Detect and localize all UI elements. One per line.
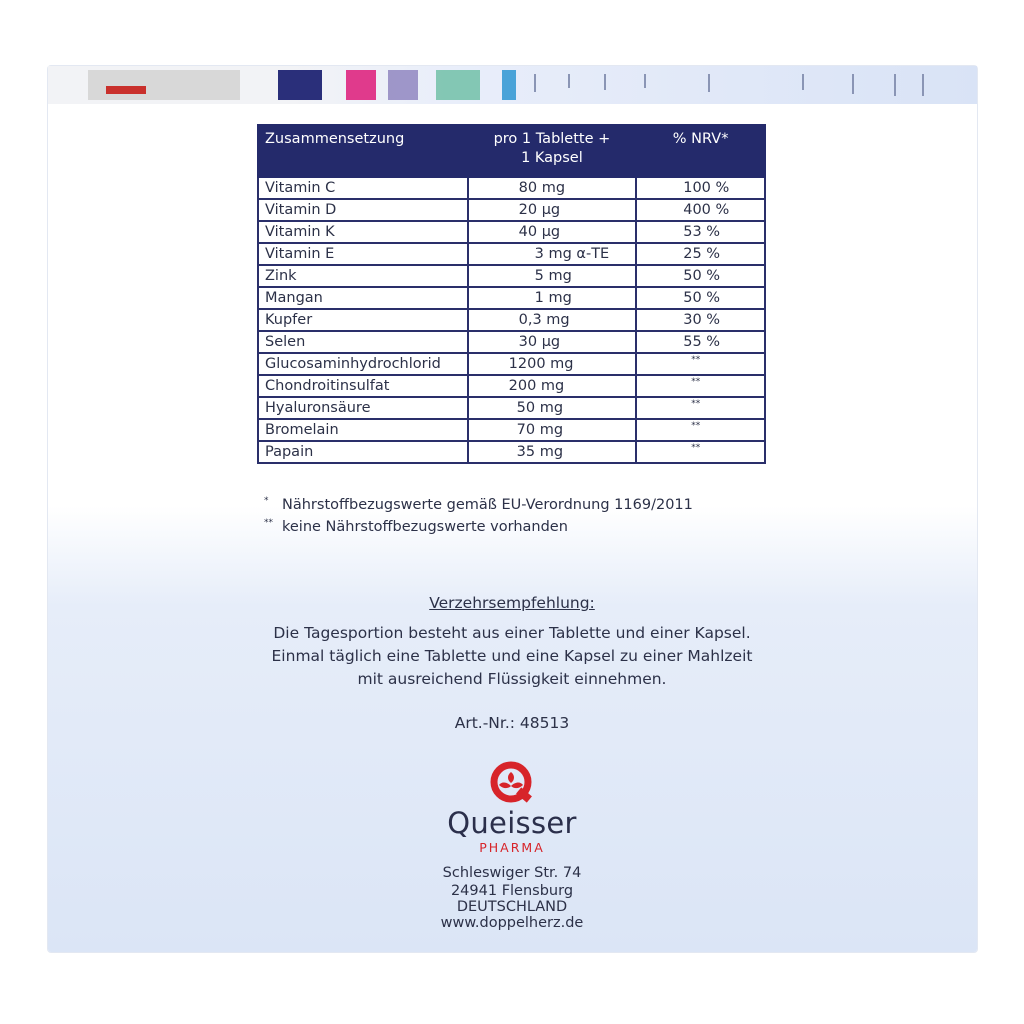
nutrient-amount: 20 µg bbox=[468, 199, 637, 221]
footnote-text: Nährstoffbezugswerte gemäß EU-Verordnung 1169/2011 bbox=[282, 497, 693, 513]
nutrient-amount: 50 mg bbox=[468, 397, 637, 419]
footnote bbox=[264, 518, 568, 535]
table-row bbox=[258, 375, 765, 397]
header-amount-line-2: 1 Kapsel bbox=[521, 150, 583, 166]
top-strip-violet-block bbox=[388, 70, 418, 100]
nutrient-amount: 30 µg bbox=[468, 331, 637, 353]
table-header-row bbox=[258, 125, 765, 177]
recommendation-line: Die Tagesportion besteht aus einer Tablette und einer Kapsel. bbox=[273, 624, 751, 642]
top-strip-text-mark bbox=[894, 74, 896, 96]
top-strip-pink-block bbox=[346, 70, 376, 100]
top-strip-cyan-block bbox=[502, 70, 516, 100]
top-strip-text-mark bbox=[922, 74, 924, 96]
package-top-strip bbox=[48, 66, 977, 104]
table-row bbox=[258, 353, 765, 375]
nutrient-amount: 1 mg bbox=[468, 287, 637, 309]
website-link[interactable]: www.doppelherz.de bbox=[440, 915, 584, 931]
nutrient-amount: 1200 mg bbox=[468, 353, 637, 375]
header-composition: Zusammensetzung bbox=[258, 125, 468, 177]
table-row bbox=[258, 309, 765, 331]
top-strip-text-mark bbox=[802, 74, 804, 90]
top-strip-text-mark bbox=[644, 74, 646, 88]
nutrient-name: Selen bbox=[258, 331, 468, 353]
top-strip-green-block bbox=[436, 70, 480, 100]
table-row bbox=[258, 265, 765, 287]
nutrient-amount: 0,3 mg bbox=[468, 309, 637, 331]
nutrient-name: Chondroitinsulfat bbox=[258, 375, 468, 397]
top-strip-blue-block bbox=[278, 70, 322, 100]
table-row bbox=[258, 331, 765, 353]
nutrient-amount: 70 mg bbox=[468, 419, 637, 441]
address-line: Schleswiger Str. 74 bbox=[442, 865, 582, 881]
nutrient-nrv: 50 % bbox=[636, 265, 765, 287]
table-row bbox=[258, 221, 765, 243]
footnote-marker: * bbox=[264, 496, 269, 506]
header-nrv: % NRV* bbox=[636, 125, 765, 177]
nutrient-nrv: ** bbox=[636, 353, 765, 375]
nutrient-nrv: ** bbox=[636, 375, 765, 397]
nutrient-name: Papain bbox=[258, 441, 468, 463]
article-number: Art.-Nr.: 48513 bbox=[454, 714, 570, 732]
table-row bbox=[258, 397, 765, 419]
nutrient-amount: 3 mg α-TE bbox=[468, 243, 637, 265]
nutrient-name: Zink bbox=[258, 265, 468, 287]
top-strip-text-mark bbox=[534, 74, 536, 92]
footnote bbox=[264, 496, 693, 513]
nutrient-nrv: 25 % bbox=[636, 243, 765, 265]
queisser-logo-icon bbox=[486, 758, 540, 808]
nutrient-nrv: 53 % bbox=[636, 221, 765, 243]
nutrient-name: Kupfer bbox=[258, 309, 468, 331]
table-row bbox=[258, 243, 765, 265]
top-strip-text-mark bbox=[708, 74, 710, 92]
top-strip-text-mark bbox=[604, 74, 606, 90]
brand-name: Queisser bbox=[447, 806, 577, 840]
nutrient-nrv: 400 % bbox=[636, 199, 765, 221]
nutrient-name: Vitamin K bbox=[258, 221, 468, 243]
table-row bbox=[258, 199, 765, 221]
nutrient-amount: 35 mg bbox=[468, 441, 637, 463]
nutrient-name: Mangan bbox=[258, 287, 468, 309]
nutrient-nrv: ** bbox=[636, 419, 765, 441]
nutrient-name: Vitamin E bbox=[258, 243, 468, 265]
nutrient-name: Vitamin D bbox=[258, 199, 468, 221]
header-amount-line-1: pro 1 Tablette + bbox=[493, 131, 611, 147]
nutrient-name: Hyaluronsäure bbox=[258, 397, 468, 419]
nutrient-amount: 200 mg bbox=[468, 375, 637, 397]
table-row bbox=[258, 177, 765, 199]
header-amount bbox=[468, 125, 637, 177]
table-row bbox=[258, 419, 765, 441]
address-line: 24941 Flensburg bbox=[450, 883, 574, 899]
address-line: DEUTSCHLAND bbox=[456, 899, 568, 915]
nutrient-nrv: 100 % bbox=[636, 177, 765, 199]
nutrient-name: Vitamin C bbox=[258, 177, 468, 199]
nutrition-table bbox=[257, 124, 766, 464]
footnote-text: keine Nährstoffbezugswerte vorhanden bbox=[282, 519, 568, 535]
top-strip-red-mark bbox=[106, 86, 146, 94]
nutrient-name: Bromelain bbox=[258, 419, 468, 441]
recommendation-line: mit ausreichend Flüssigkeit einnehmen. bbox=[357, 670, 667, 688]
nutrient-amount: 5 mg bbox=[468, 265, 637, 287]
table-row bbox=[258, 287, 765, 309]
recommendation-line: Einmal täglich eine Tablette und eine Kapsel zu einer Mahlzeit bbox=[271, 647, 753, 665]
footnote-marker: ** bbox=[264, 518, 273, 528]
nutrient-nrv: 50 % bbox=[636, 287, 765, 309]
top-strip-image bbox=[88, 70, 240, 100]
recommendation-title: Verzehrsempfehlung: bbox=[429, 594, 595, 612]
nutrient-nrv: ** bbox=[636, 397, 765, 419]
nutrient-nrv: 30 % bbox=[636, 309, 765, 331]
nutrient-name: Glucosaminhydrochlorid bbox=[258, 353, 468, 375]
top-strip-text-mark bbox=[852, 74, 854, 94]
table-row bbox=[258, 441, 765, 463]
nutrient-amount: 40 µg bbox=[468, 221, 637, 243]
brand-sub: PHARMA bbox=[479, 840, 545, 855]
nutrient-nrv: ** bbox=[636, 441, 765, 463]
top-strip-text-mark bbox=[568, 74, 570, 88]
nutrient-nrv: 55 % bbox=[636, 331, 765, 353]
nutrient-amount: 80 mg bbox=[468, 177, 637, 199]
